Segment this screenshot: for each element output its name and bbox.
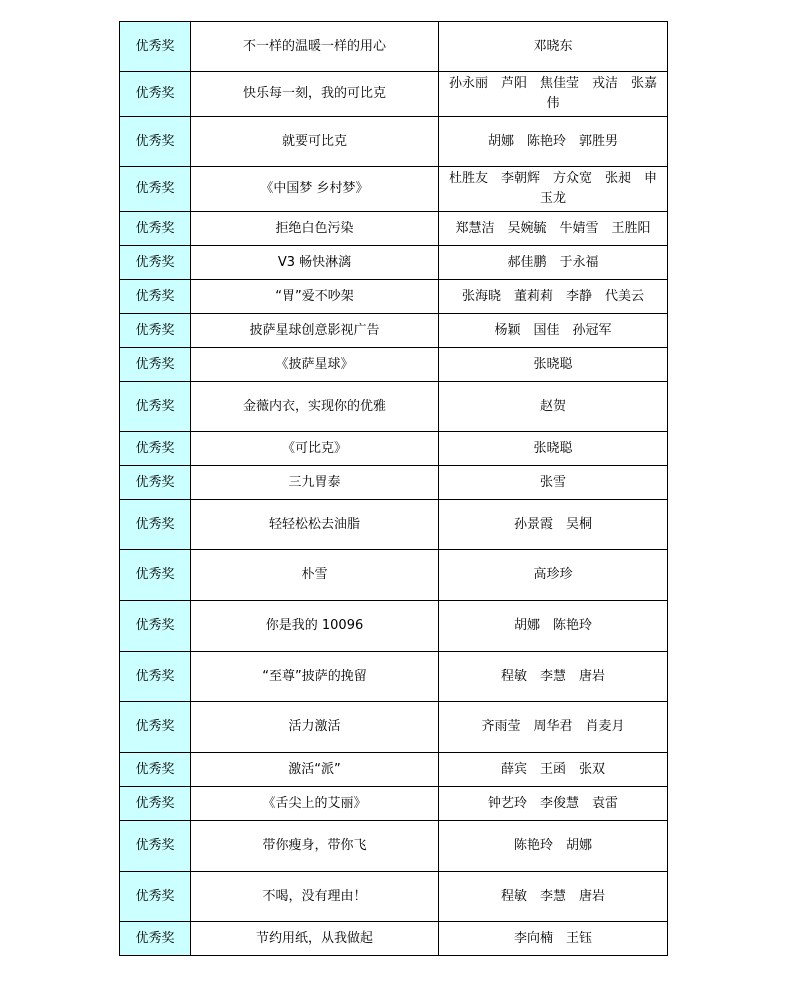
table-row: [120, 22, 668, 72]
title-cell: “至尊”披萨的挽留: [191, 652, 439, 702]
table-row: [120, 787, 668, 821]
title-cell: 拒绝白色污染: [191, 212, 439, 246]
awards-table: [119, 21, 668, 956]
names-cell: 张晓聪: [439, 348, 668, 382]
award-cell: 优秀奖: [120, 280, 191, 314]
award-cell: 优秀奖: [120, 702, 191, 753]
title-cell: 《可比克》: [191, 432, 439, 466]
title-cell: V3 畅快淋漓: [191, 246, 439, 280]
names-cell: 邓晓东: [439, 22, 668, 72]
award-cell: 优秀奖: [120, 652, 191, 702]
names-cell: 杨颖 国佳 孙冠军: [439, 314, 668, 348]
table-row: [120, 550, 668, 601]
names-cell: 程敏 李慧 唐岩: [439, 872, 668, 922]
title-cell: 《中国梦 乡村梦》: [191, 167, 439, 212]
award-cell: 优秀奖: [120, 432, 191, 466]
names-cell: 薛宾 王函 张双: [439, 753, 668, 787]
table-row: [120, 821, 668, 872]
award-cell: 优秀奖: [120, 601, 191, 652]
names-cell: 孙景霞 吴桐: [439, 500, 668, 550]
names-cell: 高珍珍: [439, 550, 668, 601]
names-cell: 张海晓 董莉莉 李静 代美云: [439, 280, 668, 314]
title-cell: 带你瘦身，带你飞: [191, 821, 439, 872]
table-row: [120, 280, 668, 314]
title-cell: 《舌尖上的艾丽》: [191, 787, 439, 821]
table-row: [120, 652, 668, 702]
names-cell: 钟艺玲 李俊慧 袁雷: [439, 787, 668, 821]
title-cell: 轻轻松松去油脂: [191, 500, 439, 550]
award-cell: 优秀奖: [120, 753, 191, 787]
title-cell: 《披萨星球》: [191, 348, 439, 382]
title-cell: 三九胃泰: [191, 466, 439, 500]
names-cell: 郝佳鹏 于永福: [439, 246, 668, 280]
title-cell: 快乐每一刻，我的可比克: [191, 72, 439, 117]
names-cell: 陈艳玲 胡娜: [439, 821, 668, 872]
table-row: [120, 117, 668, 167]
title-cell: “胃”爱不吵架: [191, 280, 439, 314]
names-cell: 郑慧洁 吴婉毓 牛婧雪 王胜阳: [439, 212, 668, 246]
title-cell: 活力激活: [191, 702, 439, 753]
award-cell: 优秀奖: [120, 922, 191, 956]
table-row: [120, 601, 668, 652]
table-row: [120, 753, 668, 787]
names-cell: 李向楠 王钰: [439, 922, 668, 956]
table-row: [120, 72, 668, 117]
table-row: [120, 872, 668, 922]
title-cell: 披萨星球创意影视广告: [191, 314, 439, 348]
table-row: [120, 922, 668, 956]
table-row: [120, 167, 668, 212]
award-cell: 优秀奖: [120, 72, 191, 117]
title-cell: 你是我的 10096: [191, 601, 439, 652]
award-cell: 优秀奖: [120, 348, 191, 382]
title-cell: 金薇内衣，实现你的优雅: [191, 382, 439, 432]
award-cell: 优秀奖: [120, 872, 191, 922]
names-cell: 齐雨莹 周华君 肖麦月: [439, 702, 668, 753]
names-cell: 程敏 李慧 唐岩: [439, 652, 668, 702]
award-cell: 优秀奖: [120, 117, 191, 167]
table-row: [120, 348, 668, 382]
award-cell: 优秀奖: [120, 246, 191, 280]
names-cell: 胡娜 陈艳玲: [439, 601, 668, 652]
award-cell: 优秀奖: [120, 466, 191, 500]
names-cell: 胡娜 陈艳玲 郭胜男: [439, 117, 668, 167]
title-cell: 朴雪: [191, 550, 439, 601]
award-cell: 优秀奖: [120, 550, 191, 601]
award-cell: 优秀奖: [120, 167, 191, 212]
table-row: [120, 500, 668, 550]
award-cell: 优秀奖: [120, 22, 191, 72]
names-cell: 张晓聪: [439, 432, 668, 466]
award-cell: 优秀奖: [120, 212, 191, 246]
award-cell: 优秀奖: [120, 382, 191, 432]
title-cell: 激活“派”: [191, 753, 439, 787]
table-row: [120, 432, 668, 466]
title-cell: 节约用纸，从我做起: [191, 922, 439, 956]
table-row: [120, 314, 668, 348]
names-cell: 孙永丽 芦阳 焦佳莹 戎洁 张嘉伟: [439, 72, 668, 117]
award-cell: 优秀奖: [120, 787, 191, 821]
title-cell: 不一样的温暖一样的用心: [191, 22, 439, 72]
names-cell: 张雪: [439, 466, 668, 500]
title-cell: 就要可比克: [191, 117, 439, 167]
names-cell: 赵贺: [439, 382, 668, 432]
award-cell: 优秀奖: [120, 500, 191, 550]
title-cell: 不喝，没有理由！: [191, 872, 439, 922]
award-cell: 优秀奖: [120, 314, 191, 348]
table-row: [120, 466, 668, 500]
table-row: [120, 246, 668, 280]
award-cell: 优秀奖: [120, 821, 191, 872]
names-cell: 杜胜友 李朝辉 方众宽 张昶 申玉龙: [439, 167, 668, 212]
awards-table-body: [120, 22, 668, 956]
table-row: [120, 702, 668, 753]
table-row: [120, 212, 668, 246]
table-row: [120, 382, 668, 432]
